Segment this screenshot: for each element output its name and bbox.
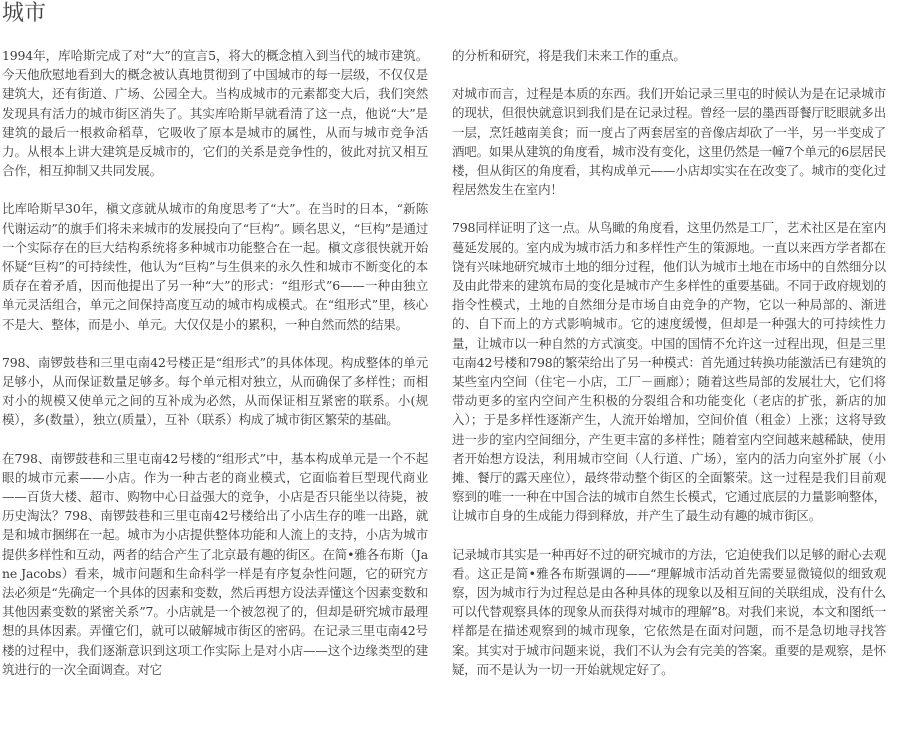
right-paragraph-1: 的分析和研究，将是我们未来工作的重点。 (452, 48, 686, 63)
right-paragraph-4: 记录城市其实是一种再好不过的研究城市的方法，它迫使我们以足够的耐心去观看。这正是简•雅各布斯强调的——“理解城市活动首先需要显微镜似的细致观察，因为城市行为过程总是由各种具体的现象以及相互间的关联组成，没有什么可以代替观察具体的现象从而获得对城市的理解”8。对我们来说，本文和图纸一样都是在描述观察到的城市现象，它依然是在面对问题，而不是急切地寻找答案。其实对于城市问题来说，我们不认为会有完美的答案。重要的是观察，是怀疑，而不是认为一切一开始就规定好了。 (452, 546, 886, 677)
right-paragraph-3: 798同样证明了这一点。从鸟瞰的角度看，这里仍然是工厂，艺术社区是在室内蔓延发展的。室内成为城市活力和多样性产生的策源地。一直以来西方学者都在饶有兴味地研究城市土地的细分过程，他们认为城市土地在市场中的自然细分以及由此带来的建筑布局的变化是城市产生多样性的重要基础。不同于政府规划的指令性模式，土地的自然细分是市场自由竞争的产物，它以一种局部的、渐进的、自下而上的方式影响城市。它的速度缓慢，但却是一种强大的可持续性力量，让城市以一种自然的方式演变。中国的国情不允许这一过程出现，但是三里屯南42号楼和798的繁荣给出了另一种模式：首先通过转换功能激活已有建筑的某些室内空间（住宅－小店，工厂－画廊）；随着这些局部的发展壮大，它们将带动更多的室内空间产生积极的分裂组合和功能变化（老店的扩张，新店的加入）；于是多样性逐渐产生，人流开始增加，空间价值（租金）上涨；这将导致进一步的室内空间细分，产生更丰富的多样性；随着室内空间越来越稀缺，使用者开始想方设法，利用城市空间（人行道、广场），室内的活力向室外扩展（小摊、餐厅的露天座位），最终带动整个街区的全面繁荣。这一过程是我们目前观察到的唯一一种在中国合法的城市自然生长模式，它通过底层的力量影响整体，让城市自身的生成能力得到释放，并产生了最生动有趣的城市街区。 (452, 220, 886, 524)
left-paragraph-1: 1994年，库哈斯完成了对“大”的宣言5，将大的概念植入到当代的城市建筑。今天他欣慰地看到大的概念被认真地贯彻到了中国城市的每一层级，不仅仅是建筑大，还有街道、广场、公园全大。当构成城市的元素都变大后，我们突然发现具有活力的城市街区消失了。其实库哈斯早就看清了这一点，他说“大”是建筑的最后一根救命稻草，它吸收了原本是城市的属性，从而与城市竞争活力。从根本上讲大建筑是反城市的，它们的关系是竞争性的，彼此对抗又相互合作，相互抑制又共同发展。 (2, 48, 428, 179)
right-column (452, 46, 886, 698)
left-column (2, 46, 428, 698)
left-paragraph-2: 比库哈斯早30年，槇文彦就从城市的角度思考了“大”。在当时的日本，“新陈代谢运动”的旗手们将未来城市的发展投向了“巨构”。顾名思义，“巨构”是通过一个实际存在的巨大结构系统将多种城市功能整合在一起。槇文彦很快就开始怀疑“巨构”的可持续性，他认为“巨构”与生俱来的永久性和城市不断变化的本质存在着矛盾，因而他提出了另一种“大”的形式：“组形式”6——一种由独立单元灵活组合，单元之间保持高度互动的城市构成模式。在“组形式”里，核心不是大、整体，而是小、单元。大仅仅是小的累积，一种自然而然的结果。 (2, 201, 428, 332)
page-title: 城市 (2, 1, 47, 26)
left-paragraph-4: 在798、南锣鼓巷和三里屯南42号楼的“组形式”中，基本构成单元是一个不起眼的城市元素——小店。作为一种古老的商业模式，它面临着巨型现代商业——百货大楼、超市、购物中心日益强大的竞争，小店是否只能坐以待毙，被历史淘汰？798、南锣鼓巷和三里屯南42号楼给出了小店生存的唯一出路，就是和城市捆绑在一起。城市为小店提供整体功能和人流上的支持，小店为城市提供多样性和互动，两者的结合产生了北京最有趣的街区。在简•雅各布斯（Jane Jacobs）看来，城市问题和生命科学一样是有序复杂性问题，它的研究方法必须是“先确定一个具体的因素和变数，然后再想方设法弄懂这个因素变数和其他因素变数的紧密关系”7。小店就是一个被忽视了的，但却是研究城市最理想的具体因素。弄懂它们，就可以破解城市街区的密码。在记录三里屯南42号楼的过程中，我们逐渐意识到这项工作实际上是对小店——这个边缘类型的建筑进行的一次全面调查。对它 (2, 450, 428, 677)
left-paragraph-3: 798、南锣鼓巷和三里屯南42号楼正是“组形式”的具体体现。构成整体的单元足够小，从而保证数量足够多。每个单元相对独立，从而确保了多样性；而相对小的规模又使单元之间的互补成为必然，从而保证相互紧密的联系。小(规模），多(数量），独立(质量），互补（联系）构成了城市街区繁荣的基础。 (2, 354, 428, 428)
right-paragraph-2: 对城市而言，过程是本质的东西。我们开始记录三里屯的时候认为是在记录城市的现状，但很快就意识到我们是在记录过程。曾经一层的墨西哥餐厅眨眼就多出一层，烹饪越南美食；而一度占了两套居室的音像店却砍了一半，另一半变成了酒吧。如果从建筑的角度看，城市没有变化，这里仍然是一幢7个单元的6层居民楼，但从街区的角度看，其构成单元——小店却实实在在改变了。城市的变化过程居然发生在室内！ (452, 86, 886, 198)
